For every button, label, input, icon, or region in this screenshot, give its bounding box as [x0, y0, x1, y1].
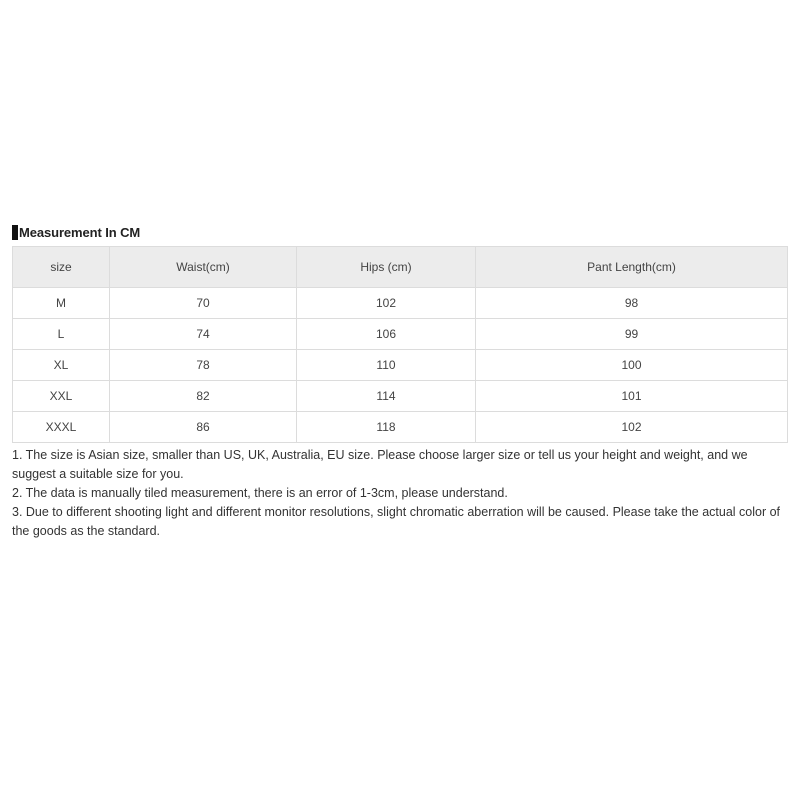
note-item: 3. Due to different shooting light and different monitor resolutions, slight chromatic aberration will be caused. Please take the actual color of the goods as the standard.	[12, 505, 781, 538]
cell-size: L	[13, 319, 110, 350]
section-heading	[12, 222, 787, 242]
cell-hips: 114	[297, 381, 476, 412]
table-row	[13, 412, 788, 443]
cell-pant-length: 99	[476, 319, 788, 350]
column-header-pant-length: Pant Length(cm)	[476, 247, 788, 288]
table-row	[13, 350, 788, 381]
cell-pant-length: 100	[476, 350, 788, 381]
cell-pant-length: 98	[476, 288, 788, 319]
note-item: 1. The size is Asian size, smaller than US, UK, Australia, EU size. Please choose larger size or tell us your height and weight, and we suggest a suitable size for you.	[12, 448, 748, 481]
cell-hips: 118	[297, 412, 476, 443]
column-header-waist: Waist(cm)	[110, 247, 297, 288]
cell-waist: 82	[110, 381, 297, 412]
cell-hips: 102	[297, 288, 476, 319]
measurement-table	[12, 246, 788, 443]
heading-marker	[12, 225, 18, 240]
note-item: 2. The data is manually tiled measurement, there is an error of 1-3cm, please understand.	[12, 486, 508, 500]
cell-waist: 74	[110, 319, 297, 350]
cell-waist: 70	[110, 288, 297, 319]
cell-size: XXXL	[13, 412, 110, 443]
cell-hips: 110	[297, 350, 476, 381]
cell-pant-length: 101	[476, 381, 788, 412]
cell-waist: 86	[110, 412, 297, 443]
size-notes	[12, 446, 787, 541]
column-header-hips: Hips (cm)	[297, 247, 476, 288]
cell-waist: 78	[110, 350, 297, 381]
cell-hips: 106	[297, 319, 476, 350]
section-title: Measurement In CM	[19, 224, 141, 240]
table-row	[13, 381, 788, 412]
size-chart-section	[12, 222, 787, 541]
table-header-row	[13, 247, 788, 288]
cell-size: XL	[13, 350, 110, 381]
cell-pant-length: 102	[476, 412, 788, 443]
cell-size: M	[13, 288, 110, 319]
cell-size: XXL	[13, 381, 110, 412]
table-row	[13, 319, 788, 350]
table-row	[13, 288, 788, 319]
column-header-size: size	[13, 247, 110, 288]
